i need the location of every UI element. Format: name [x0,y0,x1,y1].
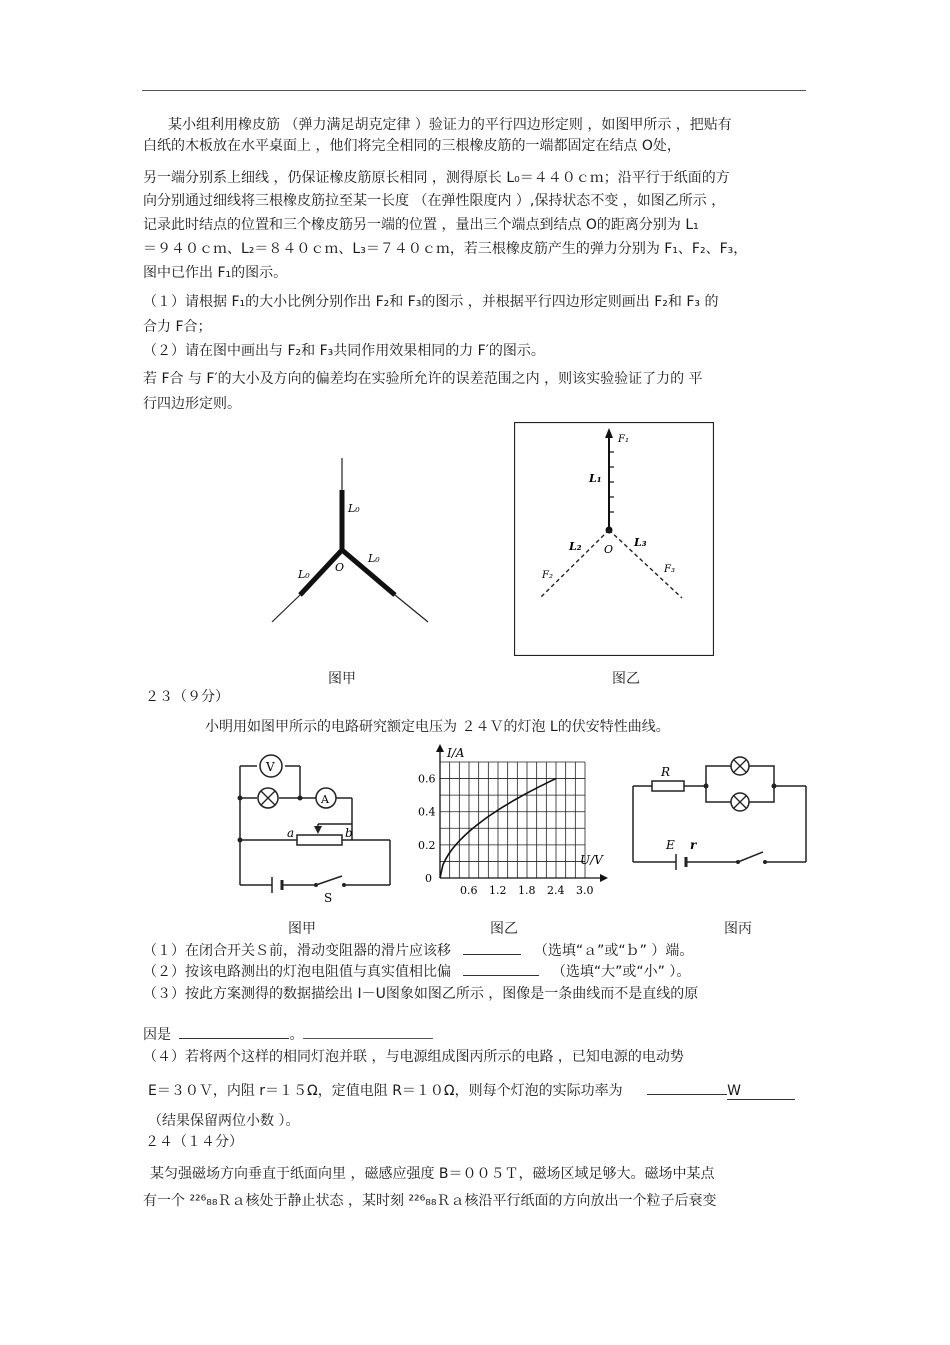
switch-label: S [324,891,333,902]
label-f3: F₃ [664,564,675,575]
label-l1: L₁ [589,472,602,485]
rheostat-end-a: a [287,826,295,840]
y-axis-label: I/A [447,746,465,760]
iu-graph [412,742,612,900]
q23-intro: 小明用如图甲所示的电路研究额定电压为 ２４Ｖ的灯泡 L的伏安特性曲线。 [205,719,670,735]
q23-subq-1: （１）在闭合开关Ｓ前，滑动变阻器的滑片应该移 （选填“ａ”或“ｂ” ）端。 [143,940,693,960]
q22-para-7: 图中已作出 F₁的图示。 [143,265,288,281]
x-tick-label: 2.4 [547,884,565,897]
thread-right [395,595,428,622]
caption-graph: 图乙 [490,921,518,937]
q22-para-1: 某小组利用橡皮筋 （弹力满足胡克定律 ）验证力的平行四边形定则 ，如图甲所示 ，把贴有 [168,117,732,133]
q23-subq-4: （４）若将两个这样的相同灯泡并联 ，与电源组成图丙所示的电路 ，已知电源的电动势 [143,1049,684,1065]
graph-grid [440,762,585,878]
q22-conclusion-1: 若 F合 与 F′的大小及方向的偏差均在实验所允许的误差范围之内 ，则该实验验证了力的 平 [143,371,703,387]
resistor-label: R [661,765,671,779]
internal-r-label: r [690,838,697,852]
caption-circuit-c: 图丙 [724,921,752,937]
y-tick-label: 0.4 [418,805,436,819]
x-tick-label: 1.8 [518,884,536,897]
label-o: O [335,561,345,574]
answer-blank-4[interactable] [647,1080,727,1095]
q23-header: ２３（９分） [145,689,229,705]
origin-label: 0 [425,872,432,885]
y-tick-label: 0.2 [418,838,436,852]
q24-para-1: 某匀强磁场方向垂直于纸面向里 ，磁感应强度 B＝００５Ｔ，磁场区域足够大。磁场中某点 [150,1166,715,1182]
caption-fig-a: 图甲 [328,671,356,687]
label-l3: L₃ [634,536,647,549]
voltmeter-label: V [266,760,275,774]
label-l0-right: L₀ [368,552,380,565]
label-f2: F₂ [542,570,553,581]
y-tick-label: 0.6 [418,772,436,786]
caption-circuit-a: 图甲 [288,921,316,937]
q23-subq-2: （２）按该电路测出的灯泡电阻值与真实值相比偏 （选填“大”或“小” ）。 [143,961,690,981]
rheostat-end-b: b [345,826,353,840]
q23-subq-3-cont: 因是 。 [143,1024,433,1044]
q22-subq-2: （２）请在图中画出与 F₂和 F₃共同作用效果相同的力 F′的图示。 [143,343,545,359]
answer-blank-3[interactable] [179,1024,289,1039]
q24-para-2: 有一个 ²²⁶₈₈Ｒａ核处于静止状态 ，某时刻 ²²⁶₈₈Ｒａ核沿平行纸面的方向放出一个粒子后衰变 [143,1193,717,1209]
circuit-fig-c [628,752,813,877]
label-f1: F₁ [618,434,629,445]
emf-label: E [666,838,675,852]
q22-subq-1-cont: 合力 F合； [143,319,212,335]
ammeter-label: A [321,793,329,806]
x-tick-label: 1.2 [489,884,507,897]
header-rule [142,90,806,91]
q23-subq-4-note: （结果保留两位小数 ）。 [148,1113,300,1129]
q22-para-4: 向分别通过细线将三根橡皮筋拉至某一长度 （在弹性限度内 ）,保持状态不变 ，如图乙所示 ， [143,193,726,209]
caption-fig-b: 图乙 [612,671,640,687]
q22-conclusion-2: 行四边形定则。 [143,396,241,412]
q23-subq-3: （３）按此方案测得的数据描绘出 I－U图象如图乙所示 ，图像是一条曲线而不是直线的原 [143,986,699,1002]
figure-rubber-bands [260,450,440,630]
q22-para-2: 白纸的木板放在水平桌面上 ，他们将完全相同的三根橡皮筋的一端都固定在结点 O处， [143,138,681,154]
answer-blank-1[interactable] [463,940,521,955]
thread-left [272,595,300,622]
label-l0-top: L₀ [348,502,360,515]
x-tick-label: 0.6 [460,884,478,897]
x-axis-label: U/V [580,853,603,867]
q22-para-6: ＝９４０ｃｍ、L₂＝８４０ｃｍ、L₃＝７４０ｃｍ，若三根橡皮筋产生的弹力分别为 F₁、F₂、F₃， [143,241,748,257]
answer-blank-2[interactable] [463,961,539,976]
label-l2: L₂ [569,540,582,553]
q22-para-5: 记录此时结点的位置和三个橡皮筋另一端的位置 ，量出三个端点到结点 O的距离分别为 L₁ [143,217,699,233]
label-o: O [604,543,614,556]
q23-subq-4-cont: E＝３０Ｖ，内阻 r＝１５Ω，定值电阻 R＝１０Ω，则每个灯泡的实际功率为 W [148,1080,795,1100]
q24-header: ２４（１４分） [145,1134,243,1150]
figure-force-diagram [514,422,714,656]
q22-subq-1: （１）请根据 F₁的大小比例分别作出 F₂和 F₃的图示 ，并根据平行四边形定则画出 F₂和 F₃ 的 [143,294,719,310]
q22-para-3: 另一端分别系上细线 ，仍保证橡皮筋原长相同 ，测得原长 L₀＝４４０ｃｍ；沿平行于纸面的方 [143,170,730,186]
label-l0-left: L₀ [298,568,310,581]
circuit-fig-a [232,752,402,902]
x-tick-label: 3.0 [576,884,594,897]
